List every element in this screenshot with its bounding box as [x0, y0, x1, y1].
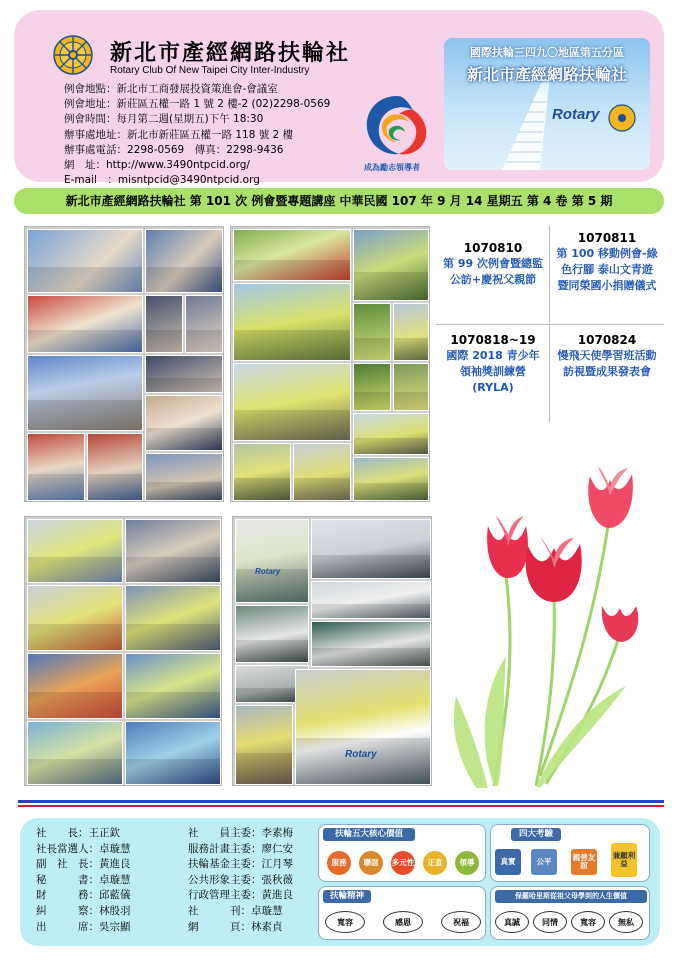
officer-row — [36, 920, 293, 936]
photo — [27, 721, 123, 785]
banner-district: 國際扶輪三四九〇地區第五分區 — [470, 46, 624, 59]
core-value-service: 服務 — [327, 851, 351, 875]
photo — [125, 653, 221, 719]
core-value-leadership: 領導 — [455, 851, 479, 875]
officer-row — [36, 904, 293, 920]
email-link[interactable]: E-mail ：misntpcid@3490ntpcid.org — [64, 174, 260, 187]
photo — [353, 413, 429, 455]
issue-title-bar: 新北市產經網路扶輪社 第 101 次 例會暨專題講座 中華民國 107 年 9 月 14 星期五 第 4 卷 第 5 期 — [14, 188, 664, 214]
photo — [145, 395, 223, 451]
photo — [295, 669, 431, 785]
photo — [27, 519, 123, 583]
meeting-time: 例會時間：每月第二週(星期五)下午 18:30 — [64, 113, 264, 126]
photo — [27, 295, 143, 353]
photo-collage-meeting — [24, 226, 224, 502]
meeting-address: 例會地址：新莊區五權一路 1 號 2 樓-2 (02)2298-0569 — [64, 98, 331, 111]
news-date: 1070818~19 — [450, 333, 536, 347]
club-name: 新北市產經網路扶輪社 — [110, 41, 351, 66]
spirit-gratitude: 感恩 — [383, 911, 423, 933]
life-value-selfless: 無私 — [609, 911, 643, 933]
officer-row — [36, 888, 293, 904]
photo — [233, 363, 351, 441]
banner-club-name: 新北市產經網路扶輪社 — [466, 65, 627, 84]
four-way-title: 四大考驗 — [511, 828, 561, 841]
officer-entry: 服務計畫主委：廖仁安 — [188, 842, 293, 855]
theme-logo-icon — [359, 92, 435, 158]
officer-list — [36, 826, 293, 935]
officer-entry: 網 頁：林素貞 — [188, 920, 283, 933]
website-link[interactable]: 網 址：http://www.3490ntpcid.org/ — [64, 159, 250, 172]
photo — [353, 363, 391, 411]
rotary-spirit-box — [318, 886, 486, 940]
photo-collage-ryla — [24, 516, 222, 786]
life-values-title: 保羅哈里斯從祖父母學到的人生價值 — [495, 890, 647, 903]
photo — [27, 653, 123, 719]
photo — [311, 621, 431, 667]
spirit-title: 扶輪精神 — [323, 890, 371, 903]
theme-caption: 成為勵志領導者 — [364, 163, 420, 172]
tulips-illustration — [436, 456, 664, 788]
tulip-flower-icon — [602, 606, 639, 642]
photo — [125, 721, 221, 785]
tulip-flower-icon — [487, 516, 528, 578]
news-item[interactable] — [550, 226, 664, 324]
core-values-title: 扶輪五大核心價值 — [323, 828, 415, 841]
officer-row — [36, 857, 293, 873]
photo-collage-hiking — [230, 226, 430, 502]
photo — [233, 283, 351, 361]
photo — [27, 585, 123, 651]
photo — [393, 303, 429, 361]
photo — [311, 581, 431, 619]
office-address: 辦事處地址：新北市新莊區五權一路 118 號 2 樓 — [64, 128, 294, 141]
photo — [125, 519, 221, 583]
core-values-box — [318, 824, 486, 882]
officer-entry: 糾 察：林殷羽 — [36, 904, 131, 917]
photo — [145, 453, 223, 501]
news-desc: 第 100 移動例會-綠色行腳 泰山文青遊暨同榮國小捐贈儀式 — [556, 247, 658, 292]
officer-entry: 秘 書：卓璇慧 — [36, 873, 131, 886]
four-way-test-box — [490, 824, 650, 882]
officer-row — [36, 842, 293, 858]
officer-entry: 社長當選人：卓璇慧 — [36, 842, 131, 855]
header-panel — [14, 10, 664, 187]
photo — [185, 295, 223, 353]
officer-row — [36, 826, 293, 842]
officer-row — [36, 873, 293, 889]
divider-line — [18, 800, 664, 803]
officer-entry: 出 席：吳宗顯 — [36, 920, 131, 933]
news-desc: 第 99 次例會暨總監公訪+慶祝父親節 — [443, 257, 543, 286]
photo — [293, 443, 351, 501]
photo — [145, 355, 223, 393]
spirit-tolerance: 寬容 — [325, 911, 365, 933]
rotary-wheel-icon — [52, 34, 94, 76]
spirit-blessing: 祝福 — [441, 911, 481, 933]
club-info — [64, 82, 330, 188]
life-value-compassion: 同情 — [533, 911, 567, 933]
photo — [233, 443, 291, 501]
officer-entry: 社 員主委：李素梅 — [188, 827, 293, 839]
photo — [353, 229, 429, 301]
photo — [233, 229, 351, 281]
photo — [353, 303, 391, 361]
photo — [27, 355, 143, 431]
core-value-fellowship: 聯誼 — [359, 851, 383, 875]
officer-entry: 公共形象主委：張秋薇 — [188, 873, 293, 886]
life-value-sincerity: 真誠 — [495, 911, 529, 933]
photo — [235, 605, 309, 663]
officer-entry: 社 刊：卓璇慧 — [188, 904, 283, 917]
core-value-diversity: 多元性 — [391, 851, 415, 875]
four-way-beneficial: 兼顧利益 — [611, 843, 637, 877]
news-desc: 國際 2018 青少年領袖獎訓練營(RYLA) — [446, 349, 540, 394]
photo — [125, 585, 221, 651]
officer-entry: 行政管理主委：黃進良 — [188, 889, 293, 902]
photo — [353, 457, 429, 501]
news-date: 1070811 — [577, 231, 637, 245]
four-way-fair: 公平 — [531, 849, 557, 875]
news-item[interactable] — [436, 324, 550, 422]
officer-entry: 扶輪基金主委：江月琴 — [188, 858, 293, 871]
life-value-tolerance: 寬容 — [571, 911, 605, 933]
meeting-place: 例會地點：新北市工商發展投資策進會-會議室 — [64, 83, 278, 95]
photo — [393, 363, 429, 411]
news-divider — [436, 324, 664, 325]
life-values-box — [490, 886, 650, 940]
footer-panel — [20, 818, 660, 946]
news-date: 1070824 — [577, 333, 637, 347]
rotary-banner-label: Rotary — [345, 749, 377, 760]
divider-line — [18, 805, 664, 807]
club-name-en: Rotary Club Of New Taipei City Inter-Industry — [110, 65, 310, 76]
banner-rotary: Rotary — [552, 106, 600, 123]
officer-entry: 財 務：邱藍儀 — [36, 889, 131, 902]
four-way-truth: 真實 — [495, 849, 521, 875]
rotary-banner-label: Rotary — [255, 567, 281, 576]
officer-entry: 社 長：王正欽 — [36, 827, 120, 839]
news-desc: 慢飛天使學習班活動訪視暨成果發表會 — [557, 349, 657, 378]
tulip-flower-icon — [588, 466, 633, 528]
core-value-integrity: 正直 — [423, 851, 447, 875]
news-item[interactable] — [436, 226, 550, 324]
club-banner-image — [444, 38, 650, 170]
photo — [27, 433, 85, 501]
photo — [145, 295, 183, 353]
photo — [235, 705, 293, 785]
tulip-flower-icon — [526, 536, 582, 602]
photo — [235, 519, 309, 603]
photo — [27, 229, 143, 293]
photo — [145, 229, 223, 293]
photo — [87, 433, 143, 501]
news-item[interactable] — [550, 324, 664, 422]
officer-entry: 副 社 長：黃進良 — [36, 858, 131, 871]
photo — [311, 519, 431, 579]
news-date: 1070810 — [463, 241, 523, 255]
photo-collage-angels — [232, 516, 432, 786]
news-grid — [436, 226, 664, 422]
office-phone: 辦事處電話：2298-0569 傳真：2298-9436 — [64, 143, 284, 156]
four-way-goodwill: 親善友誼 — [571, 849, 597, 875]
